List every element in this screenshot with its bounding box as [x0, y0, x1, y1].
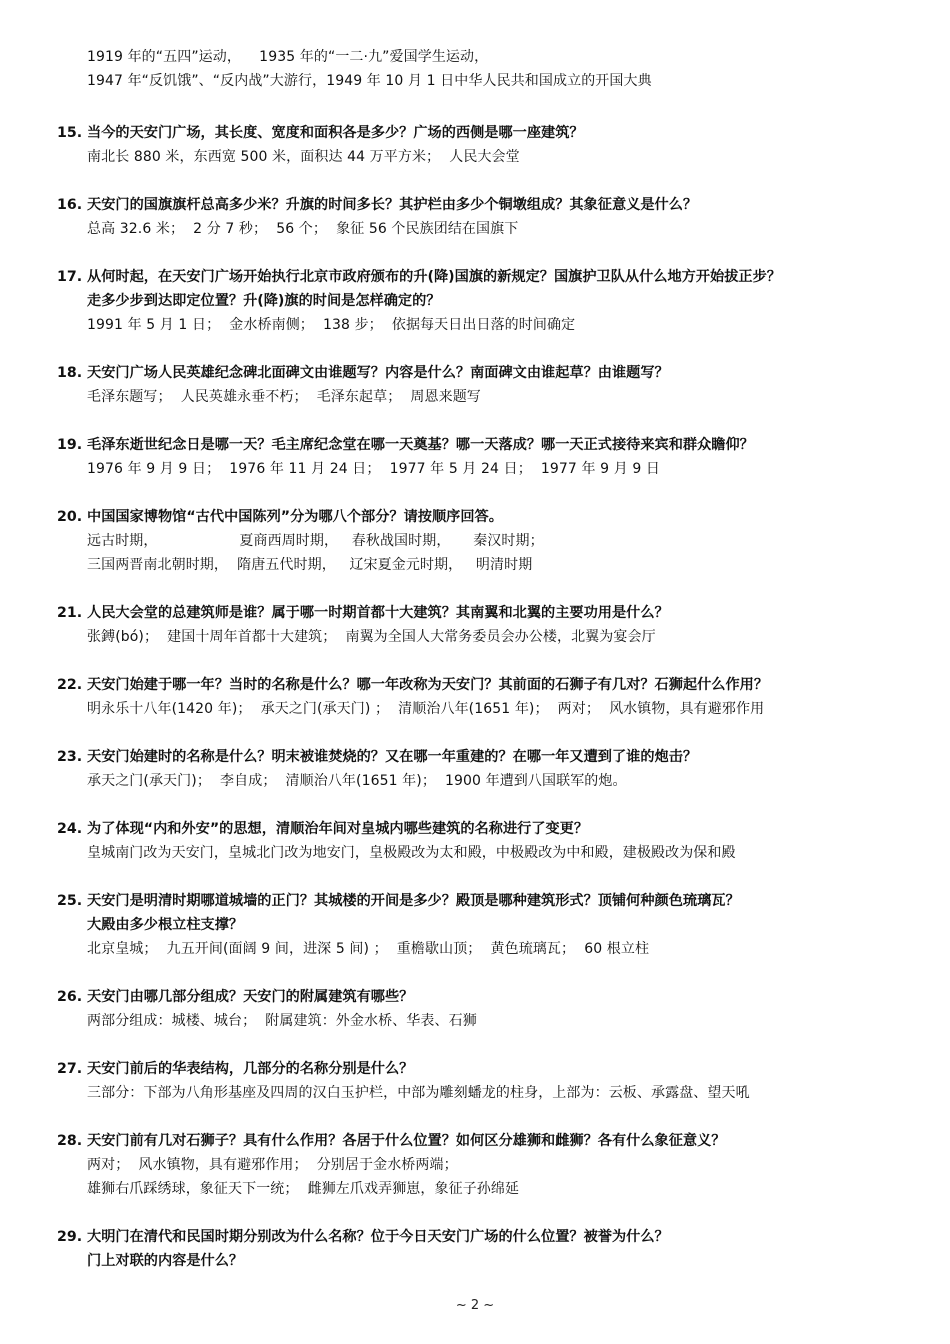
question-text: 天安门前有几对石狮子？具有什么作用？各居于什么位置？如何区分雄狮和雌狮？各有什么象征意义？: [87, 1133, 726, 1149]
question-number: 20.: [57, 509, 83, 525]
question-text: 毛泽东逝世纪念日是哪一天？毛主席纪念堂在哪一天奠基？哪一天落成？哪一天正式接待来宾和群众瞻仰？: [87, 437, 754, 453]
question-text: 当今的天安门广场，其长度、宽度和面积各是多少？广场的西侧是哪一座建筑？: [87, 125, 584, 141]
intro-line: 1947 年“反饥饿”、“反内战”大游行，1949 年 10 月 1 日中华人民共和国成立的开国大典: [87, 73, 652, 89]
answer-line: 远古时期， 夏商西周时期， 春秋战国时期， 秦汉时期；: [87, 533, 544, 549]
question-number: 25.: [57, 893, 83, 909]
question-line: [57, 1228, 669, 1246]
question-number: 19.: [57, 437, 83, 453]
question-line: [57, 436, 754, 454]
question-line: [57, 124, 584, 142]
answer-line: 毛泽东题写； 人民英雄永垂不朽； 毛泽东起草； 周恩来题写: [87, 389, 481, 405]
answer-line: 皇城南门改为天安门，皇城北门改为地安门，皇极殿改为太和殿，中极殿改为中和殿，建极殿改为保和殿: [87, 845, 736, 861]
question-number: 16.: [57, 197, 83, 213]
question-line: [57, 748, 697, 766]
question-text: 天安门前后的华表结构，几部分的名称分别是什么？: [87, 1061, 414, 1077]
question-text: 为了体现“内和外安”的思想，清顺治年间对皇城内哪些建筑的名称进行了变更？: [87, 821, 589, 837]
answer-line: 三国两晋南北朝时期， 隋唐五代时期， 辽宋夏金元时期， 明清时期: [87, 557, 533, 573]
question-line: [57, 364, 669, 382]
question-line: [57, 604, 669, 622]
question-number: 24.: [57, 821, 83, 837]
question-text: 天安门广场人民英雄纪念碑北面碑文由谁题写？内容是什么？南面碑文由谁起草？由谁题写？: [87, 365, 669, 381]
answer-line: 两部分组成：城楼、城台； 附属建筑：外金水桥、华表、石狮: [87, 1013, 477, 1029]
answer-line: 总高 32.6 米； 2 分 7 秒； 56 个； 象征 56 个民族团结在国旗下: [87, 221, 519, 237]
question-text: 从何时起，在天安门广场开始执行北京市政府颁布的升(降)国旗的新规定？国旗护卫队从什么地方开始拔正步？: [87, 269, 781, 285]
question-text: 天安门由哪几部分组成？天安门的附属建筑有哪些？: [87, 989, 414, 1005]
question-text: 中国国家博物馆“古代中国陈列”分为哪八个部分？请按顺序回答。: [87, 509, 503, 525]
answer-line: 1976 年 9 月 9 日； 1976 年 11 月 24 日； 1977 年 5 月 24 日； 1977 年 9 月 9 日: [87, 461, 660, 477]
answer-line: 北京皇城； 九五开间(面阔 9 间，进深 5 间) ； 重檐歇山顶； 黄色琉璃瓦； 60 根立柱: [87, 941, 650, 957]
answer-line: 两对； 风水镇物，具有避邪作用； 分别居于金水桥两端；: [87, 1157, 458, 1173]
answer-line: 承天之门(承天门)； 李自成； 清顺治八年(1651 年)； 1900 年遭到八国联军的炮。: [87, 773, 627, 789]
question-line: [57, 268, 781, 286]
question-number: 23.: [57, 749, 83, 765]
question-line: [57, 892, 740, 910]
question-line: [57, 1060, 413, 1078]
question-number: 21.: [57, 605, 83, 621]
question-number: 18.: [57, 365, 83, 381]
question-text: 天安门是明清时期哪道城墙的正门？其城楼的开间是多少？殿顶是哪种建筑形式？顶铺何种颜色琉璃瓦？: [87, 893, 740, 909]
question-number: 27.: [57, 1061, 83, 1077]
question-line: [57, 196, 697, 214]
question-line: [57, 1132, 725, 1150]
question-number: 17.: [57, 269, 83, 285]
question-line: [57, 676, 768, 694]
answer-line: 雄狮右爪踩绣球，象征天下一统； 雌狮左爪戏弄狮崽，象征子孙绵延: [87, 1181, 520, 1197]
question-number: 22.: [57, 677, 83, 693]
question-number: 29.: [57, 1229, 83, 1245]
question-line: 走多少步到达即定位置？升(降)旗的时间是怎样确定的？: [87, 293, 441, 309]
question-text: 大明门在清代和民国时期分别改为什么名称？位于今日天安门广场的什么位置？被誉为什么？: [87, 1229, 669, 1245]
answer-line: 南北长 880 米，东西宽 500 米，面积达 44 万平方米； 人民大会堂: [87, 149, 520, 165]
question-number: 15.: [57, 125, 83, 141]
answer-line: 明永乐十八年(1420 年)； 承天之门(承天门) ； 清顺治八年(1651 年)； 两对； 风水镇物，具有避邪作用: [87, 701, 765, 717]
answer-line: 三部分：下部为八角形基座及四周的汉白玉护栏，中部为雕刻蟠龙的柱身，上部为：云板、承露盘、望天吼: [87, 1085, 750, 1101]
question-line: 大殿由多少根立柱支撑？: [87, 917, 244, 933]
question-number: 28.: [57, 1133, 83, 1149]
intro-line: 1919 年的“五四”运动， 1935 年的“一二·九”爱国学生运动，: [87, 49, 489, 65]
question-number: 26.: [57, 989, 83, 1005]
page-number: ~ 2 ~: [455, 1298, 495, 1313]
question-text: 天安门的国旗旗杆总高多少米？升旗的时间多长？其护栏由多少个铜墩组成？其象征意义是什么？: [87, 197, 698, 213]
answer-line: 1991 年 5 月 1 日； 金水桥南侧； 138 步； 依据每天日出日落的时间确定: [87, 317, 576, 333]
question-line: [57, 988, 413, 1006]
question-line: [57, 508, 503, 526]
answer-line: 张鎛(bó)； 建国十周年首都十大建筑； 南翼为全国人大常务委员会办公楼，北翼为宴会厅: [87, 629, 656, 645]
question-text: 人民大会堂的总建筑师是谁？属于哪一时期首都十大建筑？其南翼和北翼的主要功用是什么？: [87, 605, 669, 621]
question-text: 天安门始建时的名称是什么？明末被谁焚烧的？又在哪一年重建的？在哪一年又遭到了谁的炮击？: [87, 749, 698, 765]
question-line: 门上对联的内容是什么？: [87, 1253, 244, 1269]
question-line: [57, 820, 588, 838]
question-text: 天安门始建于哪一年？当时的名称是什么？哪一年改称为天安门？其前面的石狮子有几对？石狮起什么作用？: [87, 677, 769, 693]
